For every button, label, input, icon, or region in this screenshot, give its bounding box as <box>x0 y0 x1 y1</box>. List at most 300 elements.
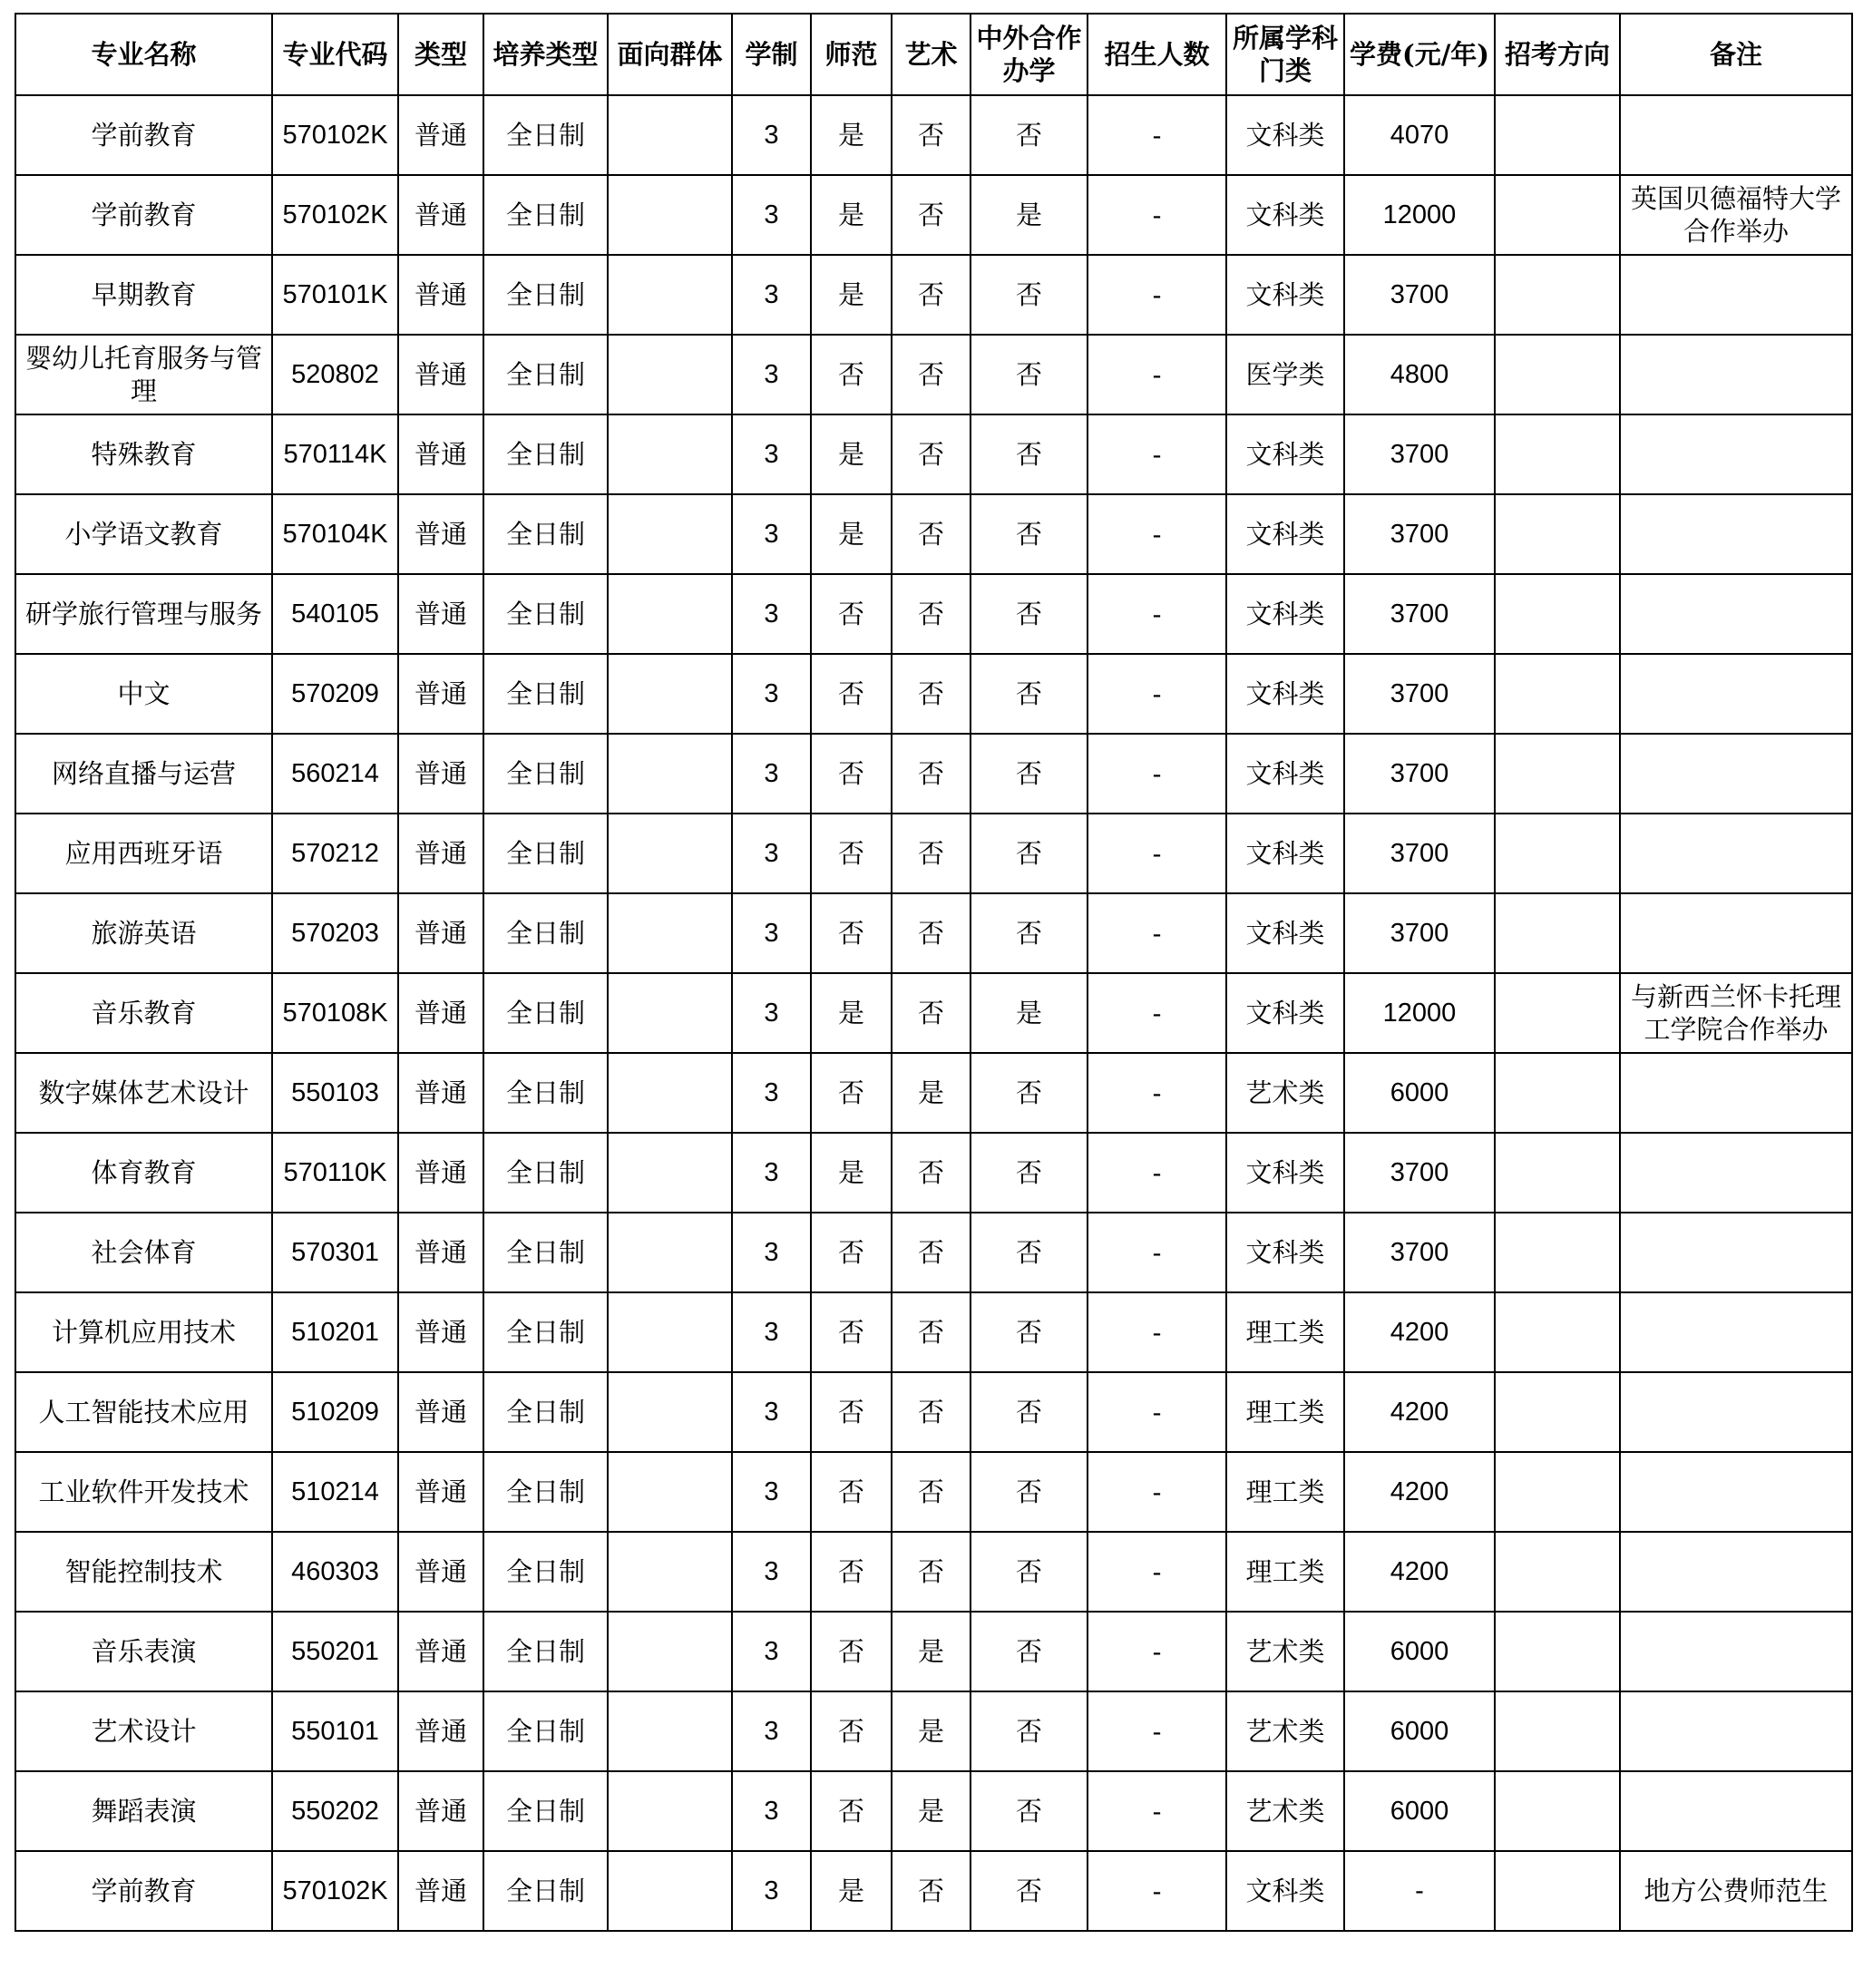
enrollment-cell: - <box>1088 973 1226 1053</box>
art-cell: 否 <box>892 1532 971 1612</box>
joint-program-cell: 否 <box>971 414 1088 494</box>
enrollment-cell: - <box>1088 654 1226 734</box>
tuition-cell: 3700 <box>1344 654 1495 734</box>
remark-cell <box>1620 1213 1852 1292</box>
major-name-cell: 学前教育 <box>15 95 272 175</box>
target-group-cell <box>608 1691 732 1771</box>
type-cell: 普通 <box>398 654 483 734</box>
remark-cell <box>1620 1292 1852 1372</box>
table-row <box>15 1532 1852 1612</box>
target-group-cell <box>608 1612 732 1691</box>
discipline-cell: 文科类 <box>1226 1851 1344 1931</box>
joint-program-cell: 否 <box>971 1133 1088 1213</box>
major-code-cell: 550201 <box>272 1612 398 1691</box>
duration-cell: 3 <box>732 335 811 414</box>
type-cell: 普通 <box>398 1133 483 1213</box>
exam-direction-cell <box>1495 1851 1620 1931</box>
duration-cell: 3 <box>732 1213 811 1292</box>
joint-program-cell: 否 <box>971 1292 1088 1372</box>
exam-direction-cell <box>1495 654 1620 734</box>
type-cell: 普通 <box>398 335 483 414</box>
discipline-cell: 文科类 <box>1226 893 1344 973</box>
duration-cell: 3 <box>732 255 811 335</box>
duration-cell: 3 <box>732 973 811 1053</box>
art-cell: 否 <box>892 255 971 335</box>
tuition-cell: 3700 <box>1344 494 1495 574</box>
training-type-cell: 全日制 <box>483 335 608 414</box>
tuition-cell: 4200 <box>1344 1372 1495 1452</box>
training-type-cell: 全日制 <box>483 734 608 814</box>
duration-cell: 3 <box>732 1851 811 1931</box>
remark-cell <box>1620 574 1852 654</box>
normal-cell: 否 <box>811 893 892 973</box>
type-cell: 普通 <box>398 973 483 1053</box>
table-row <box>15 335 1852 414</box>
major-code-cell: 570108K <box>272 973 398 1053</box>
discipline-cell: 艺术类 <box>1226 1053 1344 1133</box>
target-group-cell <box>608 1133 732 1213</box>
normal-cell: 否 <box>811 1452 892 1532</box>
duration-cell: 3 <box>732 814 811 893</box>
joint-program-cell: 否 <box>971 1053 1088 1133</box>
target-group-cell <box>608 1452 732 1532</box>
major-name-cell: 社会体育 <box>15 1213 272 1292</box>
major-code-cell: 570301 <box>272 1213 398 1292</box>
normal-cell: 否 <box>811 1292 892 1372</box>
art-cell: 否 <box>892 175 971 255</box>
exam-direction-cell <box>1495 814 1620 893</box>
duration-cell: 3 <box>732 1372 811 1452</box>
major-name-cell: 音乐表演 <box>15 1612 272 1691</box>
major-name-cell: 婴幼儿托育服务与管理 <box>15 335 272 414</box>
art-cell: 否 <box>892 814 971 893</box>
tuition-cell: 3700 <box>1344 1213 1495 1292</box>
type-cell: 普通 <box>398 1771 483 1851</box>
exam-direction-cell <box>1495 1213 1620 1292</box>
exam-direction-cell <box>1495 494 1620 574</box>
joint-program-cell: 是 <box>971 175 1088 255</box>
enrollment-cell: - <box>1088 1691 1226 1771</box>
remark-cell <box>1620 1612 1852 1691</box>
enrollment-cell: - <box>1088 574 1226 654</box>
exam-direction-cell <box>1495 175 1620 255</box>
exam-direction-cell <box>1495 734 1620 814</box>
table-row <box>15 95 1852 175</box>
type-cell: 普通 <box>398 1532 483 1612</box>
enrollment-cell: - <box>1088 1292 1226 1372</box>
table-row <box>15 1053 1852 1133</box>
joint-program-cell: 否 <box>971 814 1088 893</box>
major-name-cell: 艺术设计 <box>15 1691 272 1771</box>
remark-cell: 与新西兰怀卡托理工学院合作举办 <box>1620 973 1852 1053</box>
art-cell: 否 <box>892 574 971 654</box>
target-group-cell <box>608 1532 732 1612</box>
enrollment-cell: - <box>1088 1532 1226 1612</box>
joint-program-cell: 否 <box>971 1452 1088 1532</box>
joint-program-cell: 否 <box>971 1532 1088 1612</box>
normal-cell: 否 <box>811 1771 892 1851</box>
target-group-cell <box>608 1372 732 1452</box>
art-cell: 否 <box>892 734 971 814</box>
table-row <box>15 175 1852 255</box>
normal-cell: 否 <box>811 734 892 814</box>
training-type-cell: 全日制 <box>483 255 608 335</box>
type-cell: 普通 <box>398 1612 483 1691</box>
normal-cell: 是 <box>811 255 892 335</box>
target-group-cell <box>608 654 732 734</box>
training-type-cell: 全日制 <box>483 1053 608 1133</box>
art-cell: 否 <box>892 973 971 1053</box>
joint-program-cell: 否 <box>971 494 1088 574</box>
training-type-cell: 全日制 <box>483 1133 608 1213</box>
discipline-cell: 理工类 <box>1226 1292 1344 1372</box>
duration-cell: 3 <box>732 414 811 494</box>
major-code-cell: 550101 <box>272 1691 398 1771</box>
major-code-cell: 570114K <box>272 414 398 494</box>
training-type-cell: 全日制 <box>483 1612 608 1691</box>
discipline-cell: 文科类 <box>1226 175 1344 255</box>
remark-cell <box>1620 1691 1852 1771</box>
table-row <box>15 1213 1852 1292</box>
type-cell: 普通 <box>398 734 483 814</box>
remark-cell <box>1620 734 1852 814</box>
tuition-cell: 4800 <box>1344 335 1495 414</box>
target-group-cell <box>608 1053 732 1133</box>
remark-cell <box>1620 1133 1852 1213</box>
duration-cell: 3 <box>732 494 811 574</box>
discipline-cell: 理工类 <box>1226 1452 1344 1532</box>
major-code-cell: 520802 <box>272 335 398 414</box>
normal-cell: 是 <box>811 95 892 175</box>
tuition-cell: 3700 <box>1344 414 1495 494</box>
discipline-cell: 文科类 <box>1226 494 1344 574</box>
exam-direction-cell <box>1495 1691 1620 1771</box>
discipline-cell: 文科类 <box>1226 1133 1344 1213</box>
joint-program-cell: 否 <box>971 654 1088 734</box>
discipline-cell: 理工类 <box>1226 1372 1344 1452</box>
table-row <box>15 1292 1852 1372</box>
major-code-cell: 510214 <box>272 1452 398 1532</box>
table-row <box>15 1851 1852 1931</box>
remark-cell <box>1620 1771 1852 1851</box>
discipline-cell: 文科类 <box>1226 255 1344 335</box>
table-row <box>15 414 1852 494</box>
table-row <box>15 654 1852 734</box>
tuition-cell: 4200 <box>1344 1532 1495 1612</box>
training-type-cell: 全日制 <box>483 1452 608 1532</box>
tuition-cell: 3700 <box>1344 893 1495 973</box>
major-name-cell: 学前教育 <box>15 1851 272 1931</box>
normal-cell: 是 <box>811 494 892 574</box>
tuition-cell: 4200 <box>1344 1292 1495 1372</box>
discipline-cell: 艺术类 <box>1226 1612 1344 1691</box>
major-code-cell: 570101K <box>272 255 398 335</box>
art-cell: 是 <box>892 1691 971 1771</box>
remark-header: 备注 <box>1620 14 1852 95</box>
major-code-cell: 460303 <box>272 1532 398 1612</box>
exam-direction-cell <box>1495 1372 1620 1452</box>
joint-program-header: 中外合作办学 <box>971 14 1088 95</box>
art-cell: 否 <box>892 335 971 414</box>
joint-program-cell: 否 <box>971 95 1088 175</box>
major-code-header: 专业代码 <box>272 14 398 95</box>
duration-cell: 3 <box>732 1691 811 1771</box>
duration-header: 学制 <box>732 14 811 95</box>
normal-cell: 否 <box>811 574 892 654</box>
target-group-cell <box>608 734 732 814</box>
table-row <box>15 1372 1852 1452</box>
normal-cell: 否 <box>811 1213 892 1292</box>
major-name-cell: 工业软件开发技术 <box>15 1452 272 1532</box>
majors-table <box>15 13 1853 1932</box>
major-name-cell: 特殊教育 <box>15 414 272 494</box>
joint-program-cell: 否 <box>971 1851 1088 1931</box>
enrollment-cell: - <box>1088 1452 1226 1532</box>
normal-cell: 否 <box>811 335 892 414</box>
enrollment-cell: - <box>1088 1053 1226 1133</box>
art-header: 艺术 <box>892 14 971 95</box>
enrollment-cell: - <box>1088 414 1226 494</box>
remark-cell <box>1620 893 1852 973</box>
joint-program-cell: 否 <box>971 893 1088 973</box>
table-row <box>15 1771 1852 1851</box>
remark-cell <box>1620 1532 1852 1612</box>
enrollment-cell: - <box>1088 1612 1226 1691</box>
training-type-cell: 全日制 <box>483 95 608 175</box>
normal-header: 师范 <box>811 14 892 95</box>
major-name-cell: 中文 <box>15 654 272 734</box>
art-cell: 否 <box>892 1452 971 1532</box>
art-cell: 否 <box>892 1851 971 1931</box>
target-group-cell <box>608 893 732 973</box>
major-name-cell: 小学语文教育 <box>15 494 272 574</box>
enrollment-cell: - <box>1088 1851 1226 1931</box>
duration-cell: 3 <box>732 574 811 654</box>
exam-direction-cell <box>1495 1053 1620 1133</box>
major-name-cell: 数字媒体艺术设计 <box>15 1053 272 1133</box>
table-row <box>15 1612 1852 1691</box>
tuition-cell: 3700 <box>1344 574 1495 654</box>
duration-cell: 3 <box>732 1292 811 1372</box>
art-cell: 否 <box>892 414 971 494</box>
joint-program-cell: 否 <box>971 1372 1088 1452</box>
tuition-cell: 6000 <box>1344 1612 1495 1691</box>
art-cell: 否 <box>892 1133 971 1213</box>
target-group-cell <box>608 574 732 654</box>
duration-cell: 3 <box>732 1771 811 1851</box>
training-type-cell: 全日制 <box>483 814 608 893</box>
training-type-cell: 全日制 <box>483 654 608 734</box>
target-group-cell <box>608 494 732 574</box>
art-cell: 是 <box>892 1771 971 1851</box>
joint-program-cell: 否 <box>971 574 1088 654</box>
training-type-header: 培养类型 <box>483 14 608 95</box>
remark-cell <box>1620 255 1852 335</box>
tuition-cell: 3700 <box>1344 734 1495 814</box>
duration-cell: 3 <box>732 734 811 814</box>
normal-cell: 是 <box>811 973 892 1053</box>
type-cell: 普通 <box>398 1292 483 1372</box>
type-cell: 普通 <box>398 1372 483 1452</box>
training-type-cell: 全日制 <box>483 1532 608 1612</box>
normal-cell: 否 <box>811 1372 892 1452</box>
type-cell: 普通 <box>398 494 483 574</box>
art-cell: 是 <box>892 1053 971 1133</box>
major-name-cell: 舞蹈表演 <box>15 1771 272 1851</box>
joint-program-cell: 否 <box>971 1213 1088 1292</box>
target-group-header: 面向群体 <box>608 14 732 95</box>
table-row <box>15 1452 1852 1532</box>
target-group-cell <box>608 1292 732 1372</box>
major-name-cell: 智能控制技术 <box>15 1532 272 1612</box>
exam-direction-cell <box>1495 1452 1620 1532</box>
major-code-cell: 550202 <box>272 1771 398 1851</box>
target-group-cell <box>608 175 732 255</box>
target-group-cell <box>608 414 732 494</box>
major-name-cell: 网络直播与运营 <box>15 734 272 814</box>
major-code-cell: 570203 <box>272 893 398 973</box>
enrollment-cell: - <box>1088 814 1226 893</box>
enrollment-cell: - <box>1088 1372 1226 1452</box>
duration-cell: 3 <box>732 654 811 734</box>
discipline-cell: 文科类 <box>1226 654 1344 734</box>
discipline-cell: 文科类 <box>1226 1213 1344 1292</box>
remark-cell: 英国贝德福特大学合作举办 <box>1620 175 1852 255</box>
training-type-cell: 全日制 <box>483 1292 608 1372</box>
training-type-cell: 全日制 <box>483 893 608 973</box>
enrollment-cell: - <box>1088 1133 1226 1213</box>
remark-cell <box>1620 1452 1852 1532</box>
enrollment-cell: - <box>1088 734 1226 814</box>
remark-cell <box>1620 1053 1852 1133</box>
major-code-cell: 570102K <box>272 95 398 175</box>
tuition-cell: 4200 <box>1344 1452 1495 1532</box>
art-cell: 否 <box>892 1292 971 1372</box>
normal-cell: 否 <box>811 814 892 893</box>
training-type-cell: 全日制 <box>483 1691 608 1771</box>
duration-cell: 3 <box>732 95 811 175</box>
exam-direction-cell <box>1495 1612 1620 1691</box>
enrollment-cell: - <box>1088 95 1226 175</box>
type-cell: 普通 <box>398 95 483 175</box>
tuition-cell: 12000 <box>1344 973 1495 1053</box>
enrollment-cell: - <box>1088 1771 1226 1851</box>
type-cell: 普通 <box>398 175 483 255</box>
enrollment-cell: - <box>1088 335 1226 414</box>
tuition-cell: 6000 <box>1344 1771 1495 1851</box>
normal-cell: 是 <box>811 414 892 494</box>
normal-cell: 否 <box>811 1691 892 1771</box>
exam-direction-cell <box>1495 335 1620 414</box>
tuition-cell: 3700 <box>1344 255 1495 335</box>
training-type-cell: 全日制 <box>483 175 608 255</box>
major-code-cell: 510209 <box>272 1372 398 1452</box>
normal-cell: 否 <box>811 1612 892 1691</box>
target-group-cell <box>608 335 732 414</box>
training-type-cell: 全日制 <box>483 494 608 574</box>
discipline-cell: 文科类 <box>1226 973 1344 1053</box>
remark-cell <box>1620 814 1852 893</box>
type-cell: 普通 <box>398 893 483 973</box>
major-code-cell: 570102K <box>272 1851 398 1931</box>
training-type-cell: 全日制 <box>483 973 608 1053</box>
type-cell: 普通 <box>398 1213 483 1292</box>
enrollment-cell: - <box>1088 893 1226 973</box>
discipline-cell: 文科类 <box>1226 734 1344 814</box>
type-cell: 普通 <box>398 1691 483 1771</box>
tuition-cell: 3700 <box>1344 814 1495 893</box>
exam-direction-cell <box>1495 414 1620 494</box>
joint-program-cell: 是 <box>971 973 1088 1053</box>
type-cell: 普通 <box>398 1452 483 1532</box>
tuition-cell: 6000 <box>1344 1053 1495 1133</box>
enrollment-header: 招生人数 <box>1088 14 1226 95</box>
joint-program-cell: 否 <box>971 734 1088 814</box>
training-type-cell: 全日制 <box>483 1372 608 1452</box>
major-name-cell: 人工智能技术应用 <box>15 1372 272 1452</box>
major-code-cell: 510201 <box>272 1292 398 1372</box>
exam-direction-cell <box>1495 893 1620 973</box>
target-group-cell <box>608 973 732 1053</box>
type-cell: 普通 <box>398 414 483 494</box>
discipline-cell: 医学类 <box>1226 335 1344 414</box>
joint-program-cell: 否 <box>971 1691 1088 1771</box>
major-name-cell: 体育教育 <box>15 1133 272 1213</box>
exam-direction-cell <box>1495 1532 1620 1612</box>
major-code-cell: 550103 <box>272 1053 398 1133</box>
normal-cell: 是 <box>811 175 892 255</box>
major-name-cell: 音乐教育 <box>15 973 272 1053</box>
training-type-cell: 全日制 <box>483 574 608 654</box>
art-cell: 否 <box>892 494 971 574</box>
exam-direction-cell <box>1495 1771 1620 1851</box>
table-row <box>15 255 1852 335</box>
target-group-cell <box>608 1851 732 1931</box>
art-cell: 否 <box>892 95 971 175</box>
tuition-cell: - <box>1344 1851 1495 1931</box>
type-cell: 普通 <box>398 255 483 335</box>
table-row <box>15 494 1852 574</box>
table-body <box>15 95 1852 1931</box>
major-name-cell: 计算机应用技术 <box>15 1292 272 1372</box>
target-group-cell <box>608 1213 732 1292</box>
remark-cell <box>1620 414 1852 494</box>
normal-cell: 是 <box>811 1851 892 1931</box>
exam-direction-cell <box>1495 1292 1620 1372</box>
normal-cell: 否 <box>811 1053 892 1133</box>
joint-program-cell: 否 <box>971 1612 1088 1691</box>
exam-direction-cell <box>1495 1133 1620 1213</box>
enrollment-cell: - <box>1088 255 1226 335</box>
art-cell: 否 <box>892 893 971 973</box>
major-code-cell: 540105 <box>272 574 398 654</box>
major-code-cell: 570102K <box>272 175 398 255</box>
target-group-cell <box>608 95 732 175</box>
art-cell: 否 <box>892 1213 971 1292</box>
table-header-row <box>15 14 1852 95</box>
target-group-cell <box>608 814 732 893</box>
remark-cell <box>1620 654 1852 734</box>
exam-direction-cell <box>1495 973 1620 1053</box>
major-name-cell: 研学旅行管理与服务 <box>15 574 272 654</box>
joint-program-cell: 否 <box>971 1771 1088 1851</box>
type-cell: 普通 <box>398 814 483 893</box>
exam-direction-cell <box>1495 95 1620 175</box>
discipline-cell: 艺术类 <box>1226 1691 1344 1771</box>
tuition-header: 学费(元/年) <box>1344 14 1495 95</box>
duration-cell: 3 <box>732 1612 811 1691</box>
major-code-cell: 560214 <box>272 734 398 814</box>
